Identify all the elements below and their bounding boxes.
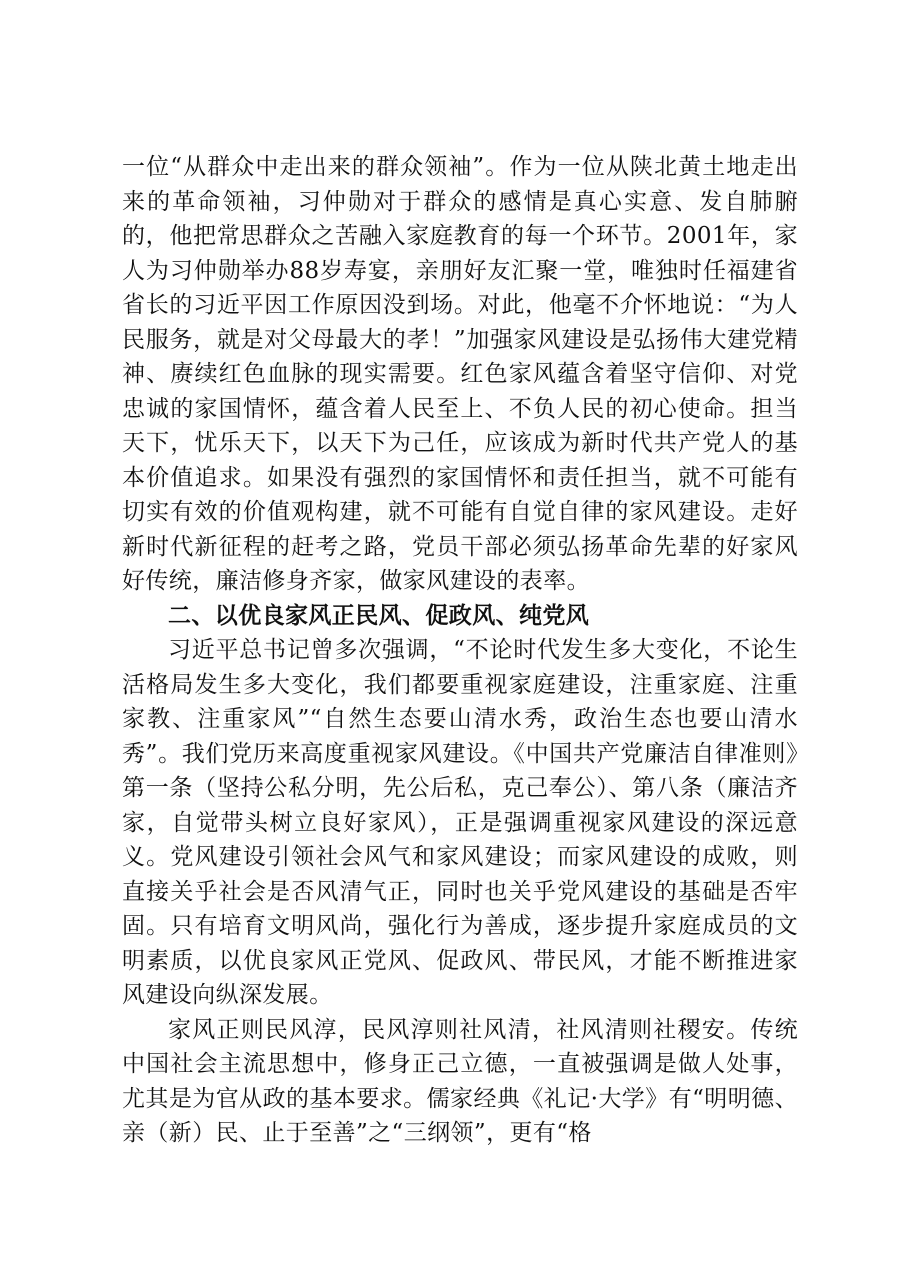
paragraph-family-style: 家风正则民风淳，民风淳则社风清，社风清则社稷安。传统中国社会主流思想中，修身正己立德，一直被强调是做人处事，尤其是为官从政的基本要求。儒家经典《礼记·大学》有“明明德、亲（新）民、止于至善”之“三纲领”，更有“格 — [122, 1016, 798, 1146]
document-body — [122, 150, 798, 1151]
paragraph-continuation: 一位“从群众中走出来的群众领袖”。作为一位从陕北黄土地走出来的革命领袖，习仲勋对于群众的感情是真心实意、发自肺腑的，他把常思群众之苦融入家庭教育的每一个环节。2001年，家人为习仲勋举办88岁寿宴，亲朋好友汇聚一堂，唯独时任福建省省长的习近平因工作原因没到场。对此，他毫不介怀地说：“为人民服务，就是对父母最大的孝！”加强家风建设是弘扬伟大建党精神、赓续红色血脉的现实需要。红色家风蕴含着坚守信仰、对党忠诚的家国情怀，蕴含着人民至上、不负人民的初心使命。担当天下，忧乐天下，以天下为己任，应该成为新时代共产党人的基本价值追求。如果没有强烈的家国情怀和责任担当，就不可能有切实有效的价值观构建，就不可能有自觉自律的家风建设。走好新时代新征程的赶考之路，党员干部必须弘扬革命先辈的好家风好传统，廉洁修身齐家，做家风建设的表率。 — [122, 154, 798, 594]
paragraph-family-construction: 习近平总书记曾多次强调，“不论时代发生多大变化，不论生活格局发生多大变化，我们都要重视家庭建设，注重家庭、注重家教、注重家风”“自然生态要山清水秀，政治生态也要山清水秀”。我们党历来高度重视家风建设。《中国共产党廉洁自律准则》第一条（坚持公私分明，先公后私，克己奉公）、第八条（廉洁齐家，自觉带头树立良好家风），正是强调重视家风建设的深远意义。党风建设引领社会风气和家风建设；而家风建设的成败，则直接关乎社会是否风清气正，同时也关乎党风建设的基础是否牢固。只有培育文明风尚，强化行为善成，逐步提升家庭成员的文明素质，以优良家风正党风、促政风、带民风，才能不断推进家风建设向纵深发展。 — [122, 637, 798, 1008]
section-heading: 二、以优良家风正民风、促政风、纯党风 — [168, 602, 590, 629]
